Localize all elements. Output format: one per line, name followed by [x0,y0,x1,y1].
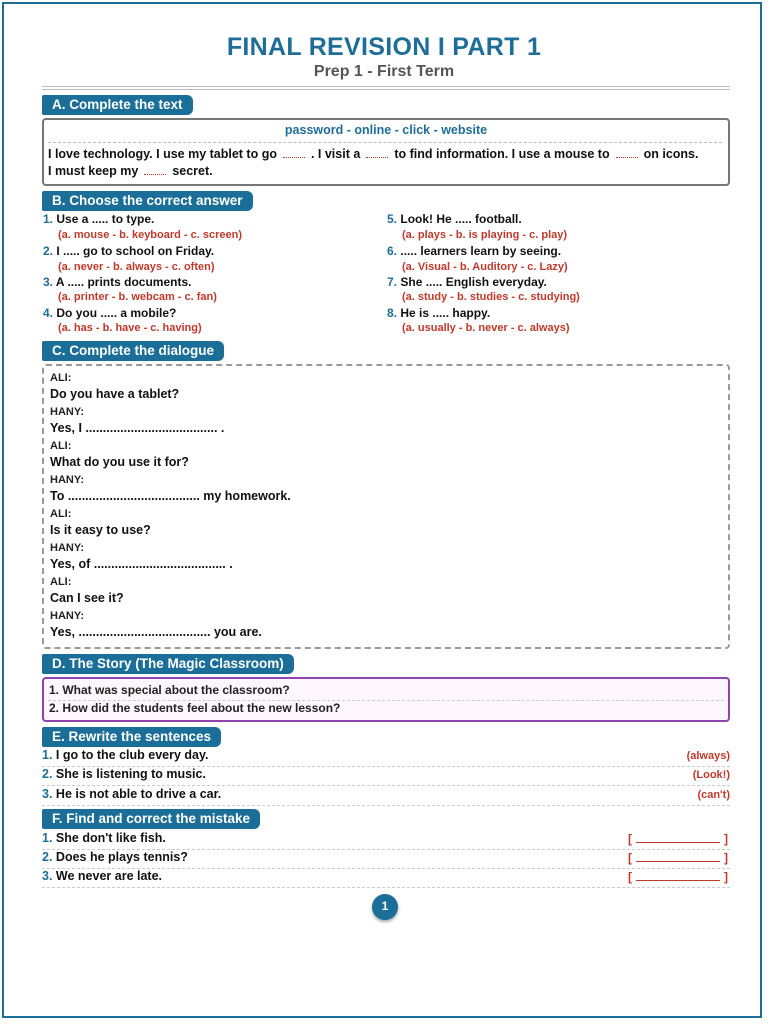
dialogue-line: To ...................................... my homework. [50,489,291,503]
page-subtitle: Prep 1 - First Term [313,63,455,80]
title-divider [42,86,730,87]
speaker-label: ALI: [50,440,72,452]
dialogue-line: Yes, I ...................................... . [50,421,225,435]
dialogue-line: Can I see it? [50,591,124,605]
dialogue-line: Do you have a tablet? [50,387,180,401]
story-question: 1. What was special about the classroom? [49,683,290,697]
page-number: 1 [372,894,398,920]
options: (a. Visual - b. Auditory - c. Lazy) [402,261,568,273]
story-questions-box [42,677,730,722]
section-a-heading: A. Complete the text [42,95,193,115]
question: 1. Use a ..... to type. [43,212,155,226]
speaker-label: ALI: [50,372,72,384]
section-e-heading: E. Rewrite the sentences [42,727,221,747]
list-item: 1. I go to the club every day. (always) [42,747,730,767]
list-item: 2. Does he plays tennis? [ ] [42,849,730,869]
story-question: 2. How did the students feel about the new lesson? [49,701,341,715]
options: (a. printer - b. webcam - c. fan) [58,291,217,303]
answer-bracket[interactable]: [ ] [628,832,728,846]
options: (a. plays - b. is playing - c. play) [402,229,568,241]
hint: (can't) [697,789,730,801]
section-f-heading: F. Find and correct the mistake [42,809,260,829]
title-divider [42,89,730,90]
question: 8. He is ..... happy. [387,306,491,320]
question: 6. ..... learners learn by seeing. [387,244,562,258]
paragraph-line-1: I love technology. I use my tablet to go . I visit a to find information. I use a mouse to on icons. [48,147,699,161]
blank[interactable] [616,149,638,158]
options: (a. mouse - b. keyboard - c. screen) [58,229,243,241]
speaker-label: HANY: [50,406,85,418]
blank[interactable] [283,149,305,158]
paragraph-line-2: I must keep my secret. [48,164,213,178]
section-b-heading: B. Choose the correct answer [42,191,253,211]
options: (a. study - b. studies - c. studying) [402,291,580,303]
divider [48,142,722,143]
blank[interactable] [144,166,166,175]
question: 7. She ..... English everyday. [387,275,547,289]
list-item: 3. He is not able to drive a car. (can't) [42,786,730,806]
options: (a. never - b. always - c. often) [58,261,215,273]
question: 5. Look! He ..... football. [387,212,522,226]
list-item: 1. She don't like fish. [ ] [42,830,730,850]
speaker-label: HANY: [50,542,85,554]
speaker-label: ALI: [50,576,72,588]
blank[interactable] [366,149,388,158]
list-item: 2. She is listening to music. (Look!) [42,766,730,786]
answer-bracket[interactable]: [ ] [628,851,728,865]
dialogue-line: Yes, of ...................................... . [50,557,233,571]
word-bank: password - online - click - website [284,123,488,137]
hint: (Look!) [692,769,730,781]
dialogue-line: Is it easy to use? [50,523,151,537]
question: 3. A ..... prints documents. [43,275,192,289]
dialogue-box [42,364,730,649]
speaker-label: HANY: [50,474,85,486]
section-c-heading: C. Complete the dialogue [42,341,224,361]
section-d-heading: D. The Story (The Magic Classroom) [42,654,294,674]
page-title: FINAL REVISION I PART 1 [226,33,542,61]
dialogue-line: Yes, ...................................... you are. [50,625,262,639]
list-item: 3. We never are late. [ ] [42,868,730,888]
dialogue-line: What do you use it for? [50,455,189,469]
speaker-label: HANY: [50,610,85,622]
question: 2. I ..... go to school on Friday. [43,244,215,258]
options: (a. has - b. have - c. having) [58,322,202,334]
question: 4. Do you ..... a mobile? [43,306,177,320]
hint: (always) [686,750,730,762]
options: (a. usually - b. never - c. always) [402,322,570,334]
answer-bracket[interactable]: [ ] [628,870,728,884]
section-a-box [42,118,730,186]
speaker-label: ALI: [50,508,72,520]
